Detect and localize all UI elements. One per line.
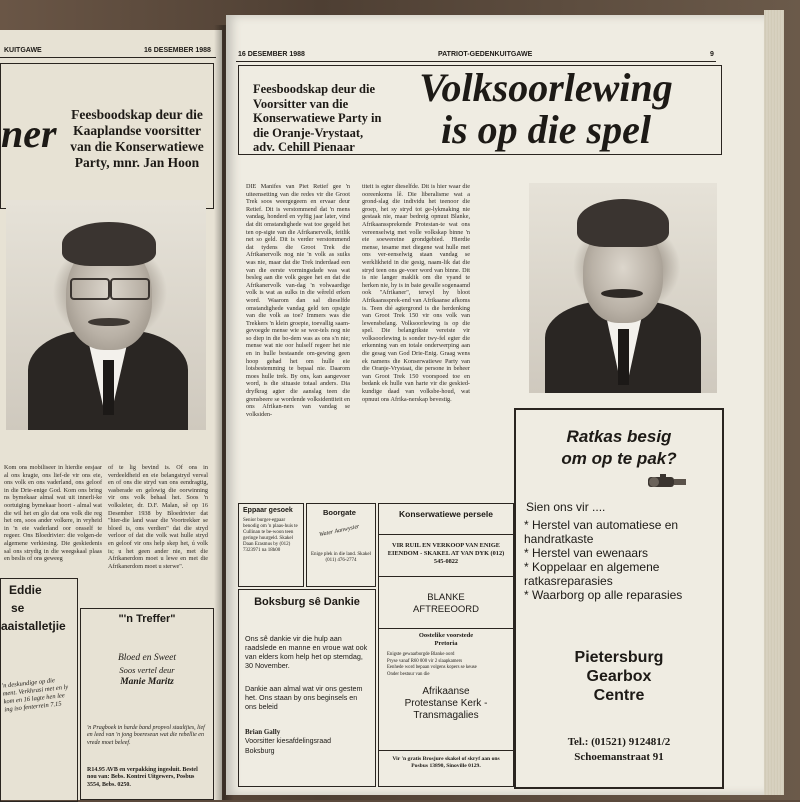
ad-persele-title: Konserwatiewe persele — [398, 509, 493, 519]
portrait-2-moustache — [601, 289, 643, 298]
left-heading-box — [0, 63, 214, 209]
ad-oostelike-list — [387, 652, 507, 678]
ad-treffer-box — [80, 608, 214, 800]
ad-aftree-line-1: BLANKE — [427, 592, 465, 603]
headline-line-2: is op die spel — [441, 107, 651, 152]
ad-gearbox-company-2: Gearbox — [586, 668, 652, 685]
ad-persele-rule — [379, 534, 513, 535]
ad-aftree-rule — [379, 576, 513, 577]
portrait-2-hair — [577, 199, 669, 247]
ad-treffer-description: 'n Pragboek in harde band propvol staaltjies, lief en leed van 'n jong boereseun wat die rebellie en vrede moet beleef. — [87, 725, 205, 746]
ad-boksburg-place: Boksburg — [245, 748, 275, 755]
ad-oostelike-item: Onder bestuur van die — [387, 671, 430, 677]
ad-boksburg-title: Boksburg sê Dankie — [254, 596, 360, 608]
right-newspaper-page — [226, 15, 766, 795]
ad-gearbox-item: * Herstel van automatiese en handratkaste — [524, 518, 679, 546]
ad-treffer-italic-1: Bloed en Sweet — [117, 653, 177, 663]
portrait-glasses-right — [110, 278, 150, 300]
ad-boorgate-box — [306, 503, 376, 587]
ad-gearbox-item: * Herstel van ewenaars — [524, 546, 649, 560]
ad-gearbox-headline-1: Ratkas besig — [566, 427, 672, 446]
ad-treffer-author: Manie Maritz — [120, 677, 174, 687]
ad-gearbox-headline-2: om op te pak? — [561, 449, 677, 468]
right-heading: Feesboodskap deur die Voorsitter van die Konserwatiewe Party in die Oranje-Vrystaat, adv. Cehill Pienaar — [253, 82, 382, 154]
ad-eddie-line: aaistalletjie — [1, 619, 66, 633]
ad-gearbox-address: Schoemanstraat 91 — [574, 751, 664, 763]
ad-gearbox-item: * Koppelaar en algemene ratkasreparasies — [524, 560, 660, 588]
ad-oostelike-title: Oostelike voorstede — [418, 632, 474, 639]
portrait-2-tie — [618, 329, 629, 385]
right-body-column-2: titeit is egter dieselfde. Dit is hier waar die ooreenkoms lê. Die liberalisme wat a grond-slag die individu het teenoor die groep, het sy stryd tot ge-lykmaking nie gestaak nie, maar bedreig opnuut Blanke, Afrikaanssprekende Protestan-te wat ons vereenselwig met volle volkskap binne 'n eie soewereine grondgebied. Hierdie mense, tesame met diegene wat hulle met ons ver-eenselwig staan vandag se werklikheid in die gesig, naam-lik dat die stryd teen ons ge-voer word van binne. Dit is nie langer maklik om die vyand te herken nie, hy is in baie gevalle sogenaamd ook "Afrikaner", terwyl hy bloot Afrikaanssprek-end van Afrikaanse afkoms is. Teen dié agtergrond is die herdenking van Groot Trek 150 vir ons volk van lewensbelang. Volksoorlewing is op die spel. Die belangrikste vereiste vir volksoorlewing is sonder twy-fel egter die erkenning van en totale onderwerping aan die gesag van God Drie-Enig. Graag wens ek namens die Konserwatiewe Party van die Oranje-Vrystaat, die persone in beheer van Groot Trek 150 voorspoed toe en bedank ek hulle van harte vir die geskied-kundige daad van volksbe-houd, wat opnuut ons Afrika-nerskap bevestig. — [362, 183, 470, 403]
ad-oostelike-item: Enigste gewaarborgde Blanke oord — [387, 652, 455, 657]
left-header-section: KUITGAWE — [4, 47, 42, 54]
left-header-date: 16 DESEMBER 1988 — [144, 47, 211, 54]
headline-line-1: Volksoorlewing — [419, 65, 673, 110]
headline — [374, 67, 718, 151]
ad-egpaar-title: Eppaar gesoek — [243, 507, 293, 514]
left-newspaper-page — [0, 30, 222, 800]
ad-church-line-1: Afrikaanse — [422, 686, 470, 697]
ad-gearbox-company-1: Pietersburg — [574, 649, 664, 666]
left-header-rule — [0, 57, 216, 58]
ad-konserwatiewe-box — [378, 503, 514, 787]
ad-church — [379, 686, 513, 722]
ad-boorgate-text: Enige plek in die land. Skakel (011) 476-2774 — [311, 552, 371, 563]
ad-boorgate-subtitle: Water Aanwysier — [318, 523, 361, 539]
portrait-jan-hoon — [6, 200, 206, 430]
ad-oostelike-footer: Vir 'n gratis Brosjure skakel of skryf aan ons Posbus 13890, Sinoville 0129. — [392, 756, 500, 769]
right-header-rule — [236, 61, 716, 62]
ad-eddie-se: se — [11, 601, 25, 615]
portrait-glasses-left — [70, 278, 110, 300]
ad-egpaar-text: Senior burger-egpaar benodig om 'n plaas-huis te Cullinan te be-woon teen geringe huurgeld. Skakel Daan Erasmus by (012) 7323971 na 18h00 — [243, 518, 298, 553]
ad-boorgate-title: Boorgate — [323, 508, 356, 517]
ad-gearbox-box — [514, 408, 724, 789]
portrait-moustache — [88, 318, 130, 326]
left-body-column-1: Kom ons mobiliseer in hierdie eesjaar al ons kragte, ons lief-de vir ons eie, ons volk en ons vaderland, ons geloof in die Drie-enige God. Kom ons bring ns bymekaar almal wat uit innerli-ke oortuiging bymekaar hoort - almal wat die wil het en glo dat ons volk die reg het om, soos ander volkere, in vryheid in 'n eie vaderland oor onsself te regeer. Ons Bloedrivier: die volgen-de algemene verkiesing. Die geskiedenis sal ons strydig in die weegskaal plaas en beslis of ons geweeg — [4, 464, 102, 563]
ad-gearbox-intro: Sien ons vir .... — [526, 500, 606, 514]
page-stack-edge — [764, 10, 784, 795]
ad-footer-rule — [379, 750, 513, 751]
right-header-date: 16 DESEMBER 1988 — [238, 51, 305, 58]
ad-boksburg-role: Voorsitter kiesafdelingsraad — [245, 738, 331, 745]
right-page-number: 9 — [710, 51, 714, 58]
ad-gearbox-company — [516, 648, 722, 705]
ad-persele-text: VIR RUIL EN VERKOOP VAN ENIGE EIENDOM - SKAKEL AT VAN DYK (012) 545-0822 — [387, 542, 505, 565]
ad-eddie-title: Eddie — [9, 583, 42, 597]
ad-treffer-title: "'n Treffer" — [118, 613, 176, 625]
portrait-hair — [62, 222, 156, 266]
ad-treffer-price: R14.95 AVB en verpakking ingesluit. Bestel nou van: Bebs. Kontrei Uitgewers, Posbus 3554, Bebs. 0250. — [87, 767, 198, 788]
right-body-column-1: DIE Manifes van Piet Retief gee 'n uiteensetting van die redes vir die Groot Trek soos weergegeem en ervaar deur Retief. Dit is verstommend dat 'n mens vandag, honderd en vyftig jaar later, vind dat dit omstandighede wat toe gegeld het ten op-sigte van die Afrikanervolk, feitlik net so geld. Dit is verder verstommend dat tydens die Groot Trek die Afrikanervolk nog nie 'n volk as suiks was nie, maar dat die Trek inderdaad een van die eerste vormingsdade was wat besleg aan die volk gegee het en dat die Afrikanervolk van-dag 'n volwaardige volk is wat as sulks in die wêreld erken word. Waarom dan sal dieselfde omstandighede vandag geld ten opsigte van die volk as toe? Immers was die Trekkers 'n klein groepie, toevallig saam-gevoegde mense wie se wor-tels nog nie so diep in die bo-dem was as ons s'n nie; mense wat nie oor hulself regeer het nie en in hulle bestaande om-gewing geen hoop gehad het om hulle eie lotsbestemming te bepaal nie. Daarom moes hulle trek. By ons, kan aangevoer word, is die situasie totaal anders. Dia dryfkrag agter die aanslag teen die grensbeere se wordende volksidentiteit en ons Afrikan-ners van vandag se volksiden- — [246, 183, 350, 418]
ad-eddie-text: 'n deskundige op die ment. Verkhrasi met en ly kom en 16 lagte hen lee ing iso fenterrein 7.15 — [1, 677, 69, 714]
ad-oostelike-rule — [379, 628, 513, 629]
ad-church-line-3: Transmagalies — [413, 710, 479, 721]
ad-boksburg-text-1: Ons sê dankie vir die hulp aan raadslede en manne en vroue wat ook van elders kom help het op stemdag, 30 November. — [245, 634, 368, 670]
portrait-tie — [103, 360, 114, 415]
ad-gearbox-list — [524, 518, 716, 602]
gearbox-icon — [646, 472, 690, 492]
ad-aftree-line-2: AFTREEOORD — [413, 604, 479, 615]
left-heading: Feesboodskap deur die Kaaplandse voorsitter van die Konserwatiewe Party, mnr. Jan Hoon — [70, 107, 204, 170]
left-big-headline-fragment: ner — [1, 111, 57, 156]
ad-gearbox-headline — [516, 426, 722, 470]
ad-oostelike-subtitle: Pretoria — [434, 640, 458, 647]
ad-oostelike-item: Eenhede word bepaan volgens kopers se keuse — [387, 665, 477, 671]
ad-boksburg-signature: Brian Gally — [245, 728, 281, 736]
ad-church-line-2: Protestanse Kerk - — [404, 698, 488, 709]
ad-egpaar-box — [238, 503, 304, 587]
ad-boksburg-box — [238, 589, 376, 787]
ad-gearbox-company-3: Centre — [593, 687, 645, 704]
right-header-title: PATRIOT-GEDENKUITGAWE — [438, 51, 533, 58]
ad-treffer-italic-2: Soos vertel deur — [119, 665, 175, 675]
portrait-cehill-pienaar — [529, 183, 717, 393]
ad-gearbox-tel: Tel.: (01521) 912481/2 — [567, 736, 671, 748]
left-body-column-2: of te lig bevind is. Of ons in verdeeldheid en eie belangstryd verval en of ons die stryd van ons eendragtig, vasberade en gelowig die oorwinning vir ons volk behaal het. Soos 'n volksleier, dr. D.F. Malan, sê op 16 Desember 1938 by Bloedrivier dat "hier-die land waar die Voortrekker se bloed is, ons verdien" dat die stryd verloor of dat die volk wat hulle stryd en geloof vir ons help skep het, ú volk is; u het geen ander nie, met die Afrikanerdom moet u lewe en met die Afrikanerdom moet u sterwe". — [108, 464, 208, 570]
ad-boksburg-text-2: Dankie aan almal wat vir ons gestem het. Ons staan by ons beginsels en ons beleid — [245, 684, 363, 711]
ad-oostelike-item: Pryse vanaf R60 000 vir 2 slaapkamers — [387, 658, 463, 664]
ad-eddie-box — [0, 578, 78, 802]
ad-gearbox-item: * Waarborg op alle reparasies — [524, 588, 683, 602]
